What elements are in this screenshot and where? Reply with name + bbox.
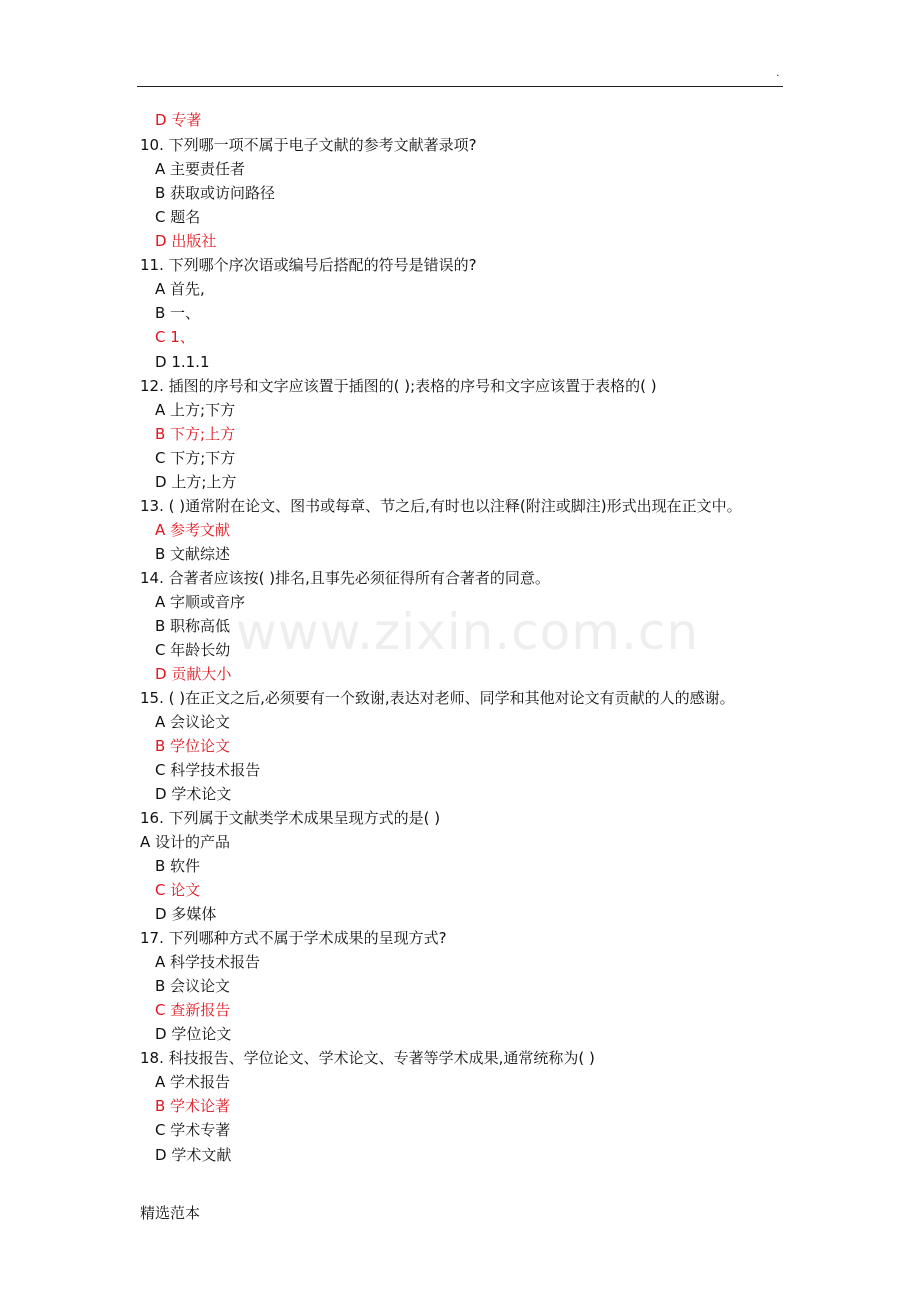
watermark: www.zixin.com.cn <box>236 603 700 661</box>
option-text: B 一、 <box>155 304 201 322</box>
option-text: A 会议论文 <box>155 713 231 731</box>
option-text: D 上方;上方 <box>155 473 237 491</box>
question-text: 18. 科技报告、学位论文、学术论文、专著等学术成果,通常统称为( ) <box>140 1049 595 1067</box>
question-text: 16. 下列属于文献类学术成果呈现方式的是( ) <box>140 809 441 827</box>
option-text: A 学术报告 <box>155 1073 231 1091</box>
answer-option: A 参考文献 <box>155 521 231 539</box>
question-text: 14. 合著者应该按( )排名,且事先必须征得所有合著者的同意。 <box>140 569 550 587</box>
option-text: C 下方;下方 <box>155 449 236 467</box>
header-rule <box>137 86 783 87</box>
header-dot: . <box>776 66 780 79</box>
answer-option: C 论文 <box>155 881 201 899</box>
option-text: C 题名 <box>155 208 201 226</box>
option-text: D 1.1.1 <box>155 353 210 371</box>
option-text: C 年龄长幼 <box>155 641 231 659</box>
option-text: A 主要责任者 <box>155 160 246 178</box>
option-text: A 上方;下方 <box>155 401 236 419</box>
option-text: C 科学技术报告 <box>155 761 261 779</box>
answer-option: D 出版社 <box>155 232 217 250</box>
option-text: D 多媒体 <box>155 905 217 923</box>
option-text: B 获取或访问路径 <box>155 184 276 202</box>
answer-option: B 下方;上方 <box>155 425 236 443</box>
option-text: A 字顺或音序 <box>155 593 246 611</box>
question-text: 17. 下列哪种方式不属于学术成果的呈现方式? <box>140 929 447 947</box>
question-text: 12. 插图的序号和文字应该置于插图的( );表格的序号和文字应该置于表格的( ) <box>140 377 657 395</box>
option-text: B 文献综述 <box>155 545 231 563</box>
option-text: B 会议论文 <box>155 977 231 995</box>
option-text: D 学术文献 <box>155 1146 232 1164</box>
answer-option: B 学术论著 <box>155 1097 231 1115</box>
answer-option: D 贡献大小 <box>155 665 232 683</box>
option-text: A 设计的产品 <box>140 833 231 851</box>
question-text: 11. 下列哪个序次语或编号后搭配的符号是错误的? <box>140 256 477 274</box>
answer-option: B 学位论文 <box>155 737 231 755</box>
option-text: A 首先, <box>155 280 205 298</box>
answer-option: D 专著 <box>155 111 202 129</box>
option-text: B 软件 <box>155 857 201 875</box>
option-text: D 学位论文 <box>155 1025 232 1043</box>
option-text: C 学术专著 <box>155 1121 231 1139</box>
footer-text: 精选范本 <box>140 1204 201 1222</box>
question-text: 10. 下列哪一项不属于电子文献的参考文献著录项? <box>140 136 477 154</box>
option-text: B 职称高低 <box>155 617 231 635</box>
answer-option: C 查新报告 <box>155 1001 231 1019</box>
answer-option: C 1、 <box>155 328 195 346</box>
option-text: D 学术论文 <box>155 785 232 803</box>
option-text: A 科学技术报告 <box>155 953 261 971</box>
question-text: 13. ( )通常附在论文、图书或每章、节之后,有时也以注释(附注或脚注)形式出现在正文中。 <box>140 497 742 515</box>
question-text: 15. ( )在正文之后,必须要有一个致谢,表达对老师、同学和其他对论文有贡献的人的感谢。 <box>140 689 735 707</box>
